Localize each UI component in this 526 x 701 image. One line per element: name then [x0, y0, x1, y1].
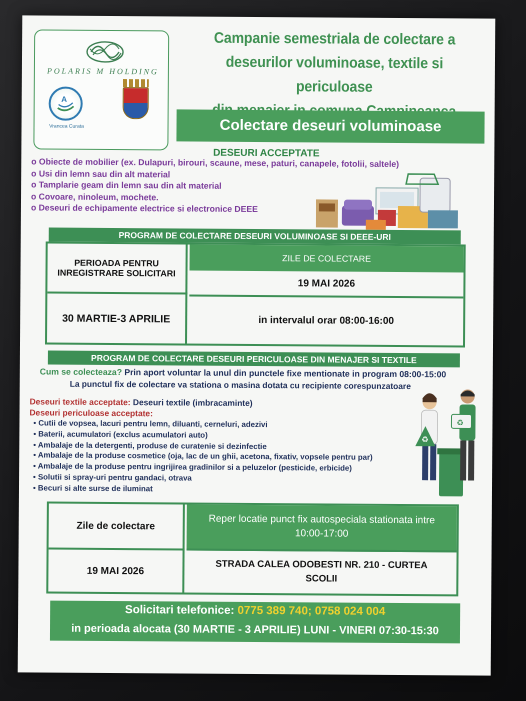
- date-cell: 19 MAI 2026: [48, 550, 184, 593]
- textile-line: [30, 396, 253, 408]
- list-item: • Ambalaje de la detergenti, produse de curatenie si dezinfectie: [33, 440, 413, 453]
- association-logo-icon: [49, 87, 83, 121]
- hazardous-program-heading: PROGRAM DE COLECTARE DESEURI PERICULOASE DIN MENAJER SI TEXTILE: [48, 351, 460, 368]
- accepted-heading: DESEURI ACCEPTATE: [213, 147, 320, 160]
- crest-crown-icon: [123, 79, 149, 87]
- bulky-program-heading: PROGRAM DE COLECTARE DESEURI VOLUMINOASE SI DEEE-URI: [49, 228, 461, 245]
- association-name: Vrancea Curata: [49, 123, 84, 130]
- coat-of-arms-icon: [123, 87, 149, 119]
- list-item: • Cutii de vopsea, lacuri pentru lemn, diluanti, cerneluri, adezivi: [33, 418, 413, 431]
- svg-text:♻: ♻: [456, 418, 464, 428]
- contact-period: in perioada alocata (30 MARTIE - 3 APRILIE) LUNI - VINERI 07:30-15:30: [71, 622, 439, 638]
- list-item: • Solutii si spray-uri pentru gandaci, otrava: [33, 472, 413, 485]
- list-item: o Usi din lemn sau din alt material: [31, 168, 471, 183]
- title-line-2: deseurilor voluminoase, textile si periculoase: [225, 53, 444, 96]
- title-line-1: Campanie semestriala de colectare a: [213, 29, 456, 49]
- danger-list: [33, 418, 414, 496]
- list-item: • Ambalaje de la produse cosmetice (oja, lac de un ghii, acetona, fixativ, vopsele pentru par): [33, 451, 413, 464]
- how-answer-2: La punctul fix de colectare va stationa o masina dotata cu recipiente corespunzatoare: [69, 378, 411, 392]
- days-label-cell: Zile de colectare: [49, 504, 185, 551]
- bulky-program-table: [45, 242, 466, 348]
- logo-box: [33, 29, 169, 150]
- company-name: POLARIS M HOLDING: [46, 66, 159, 77]
- how-question: Cum se colecteaza?: [39, 366, 123, 378]
- textile-value: Deseuri textile (imbracaminte): [132, 397, 253, 408]
- furniture-illustration-icon: [316, 169, 466, 232]
- list-item: • Becuri si alte surse de iluminat: [33, 483, 413, 496]
- how-answer: Prin aport voluntar la unul din punctele fixe mentionate in program 08:00-15:00: [124, 367, 447, 380]
- bulky-waste-banner: Colectare deseuri voluminoase: [176, 109, 484, 143]
- flyer-sheet: [18, 15, 496, 675]
- location-table: [46, 502, 459, 597]
- collection-date-cell: 19 MAI 2026: [189, 271, 463, 299]
- textile-label: Deseuri textile acceptate:: [29, 396, 131, 408]
- danger-heading: Deseuri periculoase acceptate:: [29, 407, 153, 419]
- list-item: • Baterii, acumulatori (exclus acumulatori auto): [33, 429, 413, 442]
- period-label-cell: PERIOADA PENTRU INREGISTRARE SOLICITARI: [47, 244, 187, 295]
- list-item: o Deseuri de echipamente electrice si electronice DEEE: [31, 202, 471, 217]
- days-label-cell: ZILE DE COLECTARE: [190, 245, 464, 273]
- phone-label: Solicitari telefonice:: [124, 604, 235, 617]
- list-item: • Ambalaje de la produse pentru ingrijirea gradinilor si a peluzelor (pesticide, erbicide): [33, 462, 413, 475]
- location-label-cell: Reper locatie punct fix autospeciala stationata intre 10:00-17:00: [187, 505, 457, 553]
- list-item: o Covoare, ninoleum, mochete.: [31, 191, 471, 206]
- phone-numbers: 0775 389 740; 0758 024 004: [237, 604, 386, 618]
- address-cell: STRADA CALEA ODOBESTI NR. 210 - CURTEA SCOLII: [215, 558, 428, 585]
- svg-text:♻: ♻: [421, 435, 429, 445]
- recycling-people-illustration-icon: [411, 386, 486, 499]
- polaris-logo-icon: [85, 39, 125, 65]
- svg-text:A: A: [61, 94, 68, 104]
- list-item: o Obiecte de mobilier (ex. Dulapuri, birouri, scaune, mese, paturi, canapele, fotolii, saltele): [31, 156, 471, 171]
- phone-line: [50, 604, 460, 619]
- period-value-cell: 30 MARTIE-3 APRILIE: [47, 294, 187, 344]
- hours-cell: in intervalul orar 08:00-16:00: [258, 315, 395, 327]
- how-collected-line: [40, 366, 480, 379]
- contact-box: [50, 601, 460, 644]
- list-item: o Tamplarie geam din lemn sau din alt material: [31, 179, 471, 194]
